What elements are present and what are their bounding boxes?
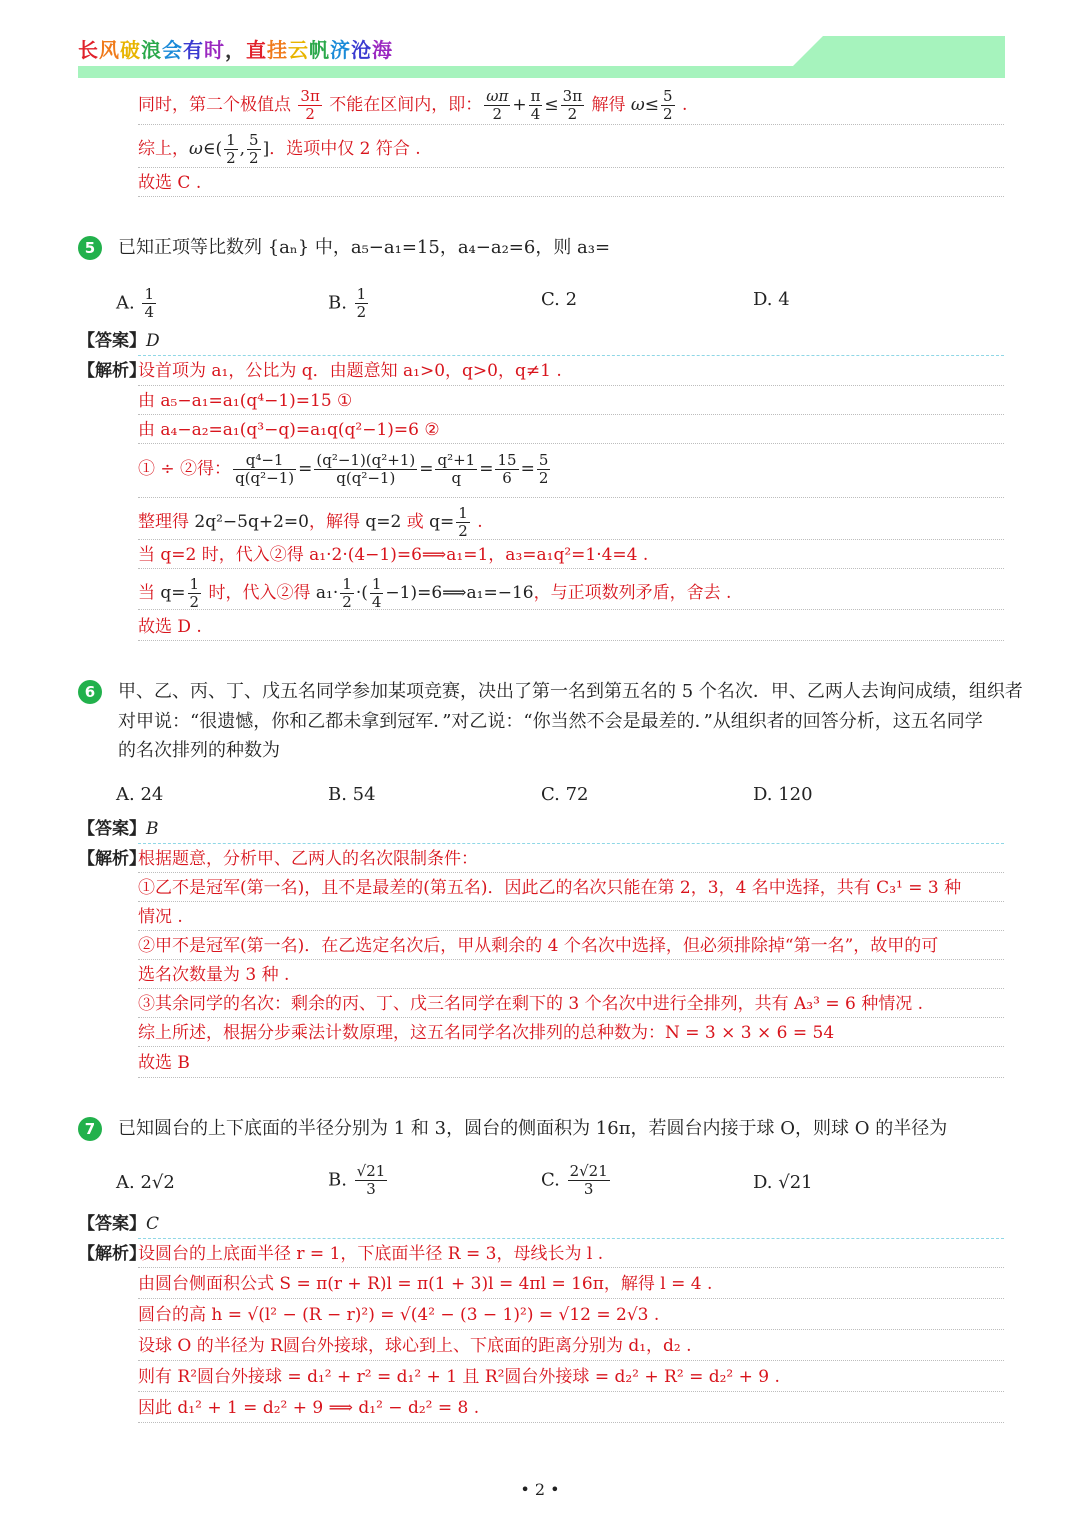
header-motto xyxy=(78,34,393,63)
divider xyxy=(138,640,1004,641)
q6-analysis-line: 故选 B xyxy=(138,1053,190,1073)
q5-analysis-line: 由 a₄−a₂=a₁(q³−q)=a₁q(q²−1)=6 ② xyxy=(138,420,440,440)
divider xyxy=(138,1422,1004,1423)
q6-stem-line: 甲、乙、丙、丁、戊五名同学参加某项竞赛，决出了第一名到第五名的 5 个名次．甲、乙两人去询问成绩，组织者 xyxy=(118,681,1023,702)
prev-line-3: 故选 C . xyxy=(138,173,202,193)
motto-char: 浪 xyxy=(141,38,162,62)
q7-answer: 【答案】C xyxy=(78,1214,160,1234)
divider xyxy=(138,385,1004,386)
divider xyxy=(138,1077,1004,1078)
q6-analysis-line: 根据题意，分析甲、乙两人的名次限制条件： xyxy=(138,849,478,869)
divider xyxy=(138,443,1004,444)
q6-analysis-line: ③其余同学的名次：剩余的丙、丁、戊三名同学在剩下的 3 个名次中进行全排列，共有 A₃³ = 6 种情况 . xyxy=(138,994,924,1014)
motto-char: 帆 xyxy=(309,38,330,62)
q6-analysis-line: 情况 . xyxy=(138,907,183,927)
divider xyxy=(138,1391,1004,1392)
divider xyxy=(138,1360,1004,1361)
q6-analysis-tag: 【解析】 xyxy=(78,849,146,869)
q5-option-d: D. 4 xyxy=(753,289,790,310)
q7-analysis-line: 则有 R²圆台外接球 = d₁² + r² = d₁² + 1 且 R²圆台外接球 = d₂² + R² = d₂² + 9 . xyxy=(138,1367,780,1387)
divider xyxy=(138,901,1004,902)
divider xyxy=(138,959,1004,960)
q5-stem: 已知正项等比数列 {aₙ} 中，a₅−a₁=15，a₄−a₂=6，则 a₃= xyxy=(118,237,611,258)
q5-option-c: C. 2 xyxy=(541,289,578,310)
divider xyxy=(138,539,1004,540)
divider xyxy=(138,497,1004,498)
motto-char: 云 xyxy=(288,38,309,62)
divider xyxy=(138,414,1004,415)
q7-analysis-line: 设圆台的上底面半径 r = 1，下底面半径 R = 3，母线长为 l . xyxy=(138,1244,604,1264)
q5-analysis-line: 由 a₅−a₁=a₁(q⁴−1)=15 ① xyxy=(138,391,353,411)
q7-analysis-line: 因此 d₁² + 1 = d₂² + 9 ⟹ d₁² − d₂² = 8 . xyxy=(138,1398,480,1418)
motto-char: 挂 xyxy=(267,38,288,62)
divider xyxy=(138,167,1004,168)
q5-analysis-line: 当 q=2 时，代入②得 a₁·2·(4−1)=6⟹a₁=1，a₃=a₁q²=1·4=4 . xyxy=(138,545,649,565)
prev-line-1: 同时，第二个极值点 $\frac{3\pi}{2}$ 不能在区间内，即： $\frac{\omega\pi}{2}$ + $\frac{\pi}{4}$ ≤ $\frac{3\pi}{2}$ 解得 ω≤ $\frac{5}{2}$ . xyxy=(138,87,688,123)
motto-char: 直 xyxy=(246,38,267,62)
divider xyxy=(138,1046,1004,1047)
q7-option-b: B. $\frac{√21}{3}$ xyxy=(328,1162,386,1198)
motto-char: 济 xyxy=(330,38,351,62)
q6-option-c: C. 72 xyxy=(541,784,589,805)
divider xyxy=(138,872,1004,873)
q7-analysis-line: 由圆台侧面积公式 S = π(r + R)l = π(1 + 3)l = 4πl = 16π，解得 l = 4 . xyxy=(138,1274,713,1294)
question-number-7: 7 xyxy=(78,1117,102,1141)
q7-option-c: C. $\frac{2√21}{3}$ xyxy=(541,1162,608,1198)
motto-char: 海 xyxy=(372,38,393,62)
motto-char: 长 xyxy=(78,38,99,62)
q6-answer: 【答案】B xyxy=(78,819,159,839)
divider xyxy=(138,1017,1004,1018)
divider xyxy=(138,568,1004,569)
divider xyxy=(138,196,1004,197)
divider xyxy=(138,843,1004,844)
q5-analysis-line: 当 q= $\frac{1}{2}$ 时，代入②得 a₁· $\frac{1}{2}$ ·( $\frac{1}{4}$ −1)=6⟹a₁=−16，与正项数列矛盾，舍去 . xyxy=(138,575,732,611)
header xyxy=(78,30,1005,80)
question-number-6: 6 xyxy=(78,680,102,704)
q5-analysis-line: 整理得 2q²−5q+2=0，解得 q=2 或 q= $\frac{1}{2}$ . xyxy=(138,504,483,540)
prev-line-2: 综上，ω∈( $\frac{1}{2}$ , $\frac{5}{2}$ ]．选项中仅 2 符合 . xyxy=(138,131,421,167)
divider xyxy=(138,124,1004,125)
q5-option-a: A. $\frac{1}{4}$ xyxy=(116,285,154,321)
q6-analysis-line: 选名次数量为 3 种 . xyxy=(138,965,290,985)
q6-stem-line: 的名次排列的种数为 xyxy=(118,740,280,761)
q7-analysis-tag: 【解析】 xyxy=(78,1244,146,1264)
divider xyxy=(138,1298,1004,1299)
q7-analysis-line: 设球 O 的半径为 R圆台外接球，球心到上、下底面的距离分别为 d₁，d₂ . xyxy=(138,1336,692,1356)
q6-analysis-line: ②甲不是冠军(第一名)．在乙选定名次后，甲从剩余的 4 个名次中选择，但必须排除掉“第一名”，故甲的可 xyxy=(138,936,939,956)
q5-analysis-line: 故选 D . xyxy=(138,617,202,637)
motto-char: 破 xyxy=(120,38,141,62)
divider xyxy=(138,1267,1004,1268)
q5-analysis-line: 设首项为 a₁，公比为 q．由题意知 a₁>0，q>0，q≠1 . xyxy=(138,361,562,381)
motto-char: 时 xyxy=(204,38,225,62)
motto-char: 风 xyxy=(99,38,120,62)
q5-analysis-tag: 【解析】 xyxy=(78,361,146,381)
q6-option-b: B. 54 xyxy=(328,784,376,805)
divider xyxy=(138,1329,1004,1330)
question-number-5: 5 xyxy=(78,236,102,260)
q6-option-d: D. 120 xyxy=(753,784,813,805)
divider xyxy=(138,1238,1004,1239)
q6-analysis-line: 综上所述，根据分步乘法计数原理，这五名同学名次排列的总种数为：N = 3 × 3 × 6 = 54 xyxy=(138,1023,835,1043)
divider xyxy=(138,930,1004,931)
motto-char: 沧 xyxy=(351,38,372,62)
divider xyxy=(138,609,1004,610)
motto-char: ， xyxy=(225,38,246,62)
q6-option-a: A. 24 xyxy=(116,784,164,805)
q7-option-d: D. √21 xyxy=(753,1172,813,1193)
q7-stem: 已知圆台的上下底面的半径分别为 1 和 3，圆台的侧面积为 16π，若圆台内接于球 O，则球 O 的半径为 xyxy=(118,1118,948,1139)
q7-option-a: A. 2√2 xyxy=(116,1172,175,1193)
q6-analysis-line: ①乙不是冠军(第一名)，且不是最差的(第五名)．因此乙的名次只能在第 2，3，4 名中选择，共有 C₃¹ = 3 种 xyxy=(138,878,962,898)
q7-analysis-line: 圆台的高 h = √(l² − (R − r)²) = √(4² − (3 − 1)²) = √12 = 2√3 . xyxy=(138,1305,660,1325)
q5-option-b: B. $\frac{1}{2}$ xyxy=(328,285,367,321)
q5-analysis-line: ① ÷ ②得： $\frac{\text{q⁴−1}}{\text{q(q²−1)}}$ = $\frac{\text{(q²−1)(q²+1)}}{\text{q(q²−1)}}$ = $\frac{\text{q²+1}}{q}$ = $\frac{15}{6}$ = $\frac{5}{2}$ xyxy=(138,451,549,487)
motto-char: 会 xyxy=(162,38,183,62)
motto-char: 有 xyxy=(183,38,204,62)
q6-stem-line: 对甲说：“很遗憾，你和乙都未拿到冠军．”对乙说：“你当然不会是最差的．”从组织者的回答分析，这五名同学 xyxy=(118,711,983,732)
q5-answer: 【答案】D xyxy=(78,331,160,351)
divider xyxy=(138,355,1004,356)
page-number: • 2 • xyxy=(520,1480,560,1499)
divider xyxy=(138,988,1004,989)
